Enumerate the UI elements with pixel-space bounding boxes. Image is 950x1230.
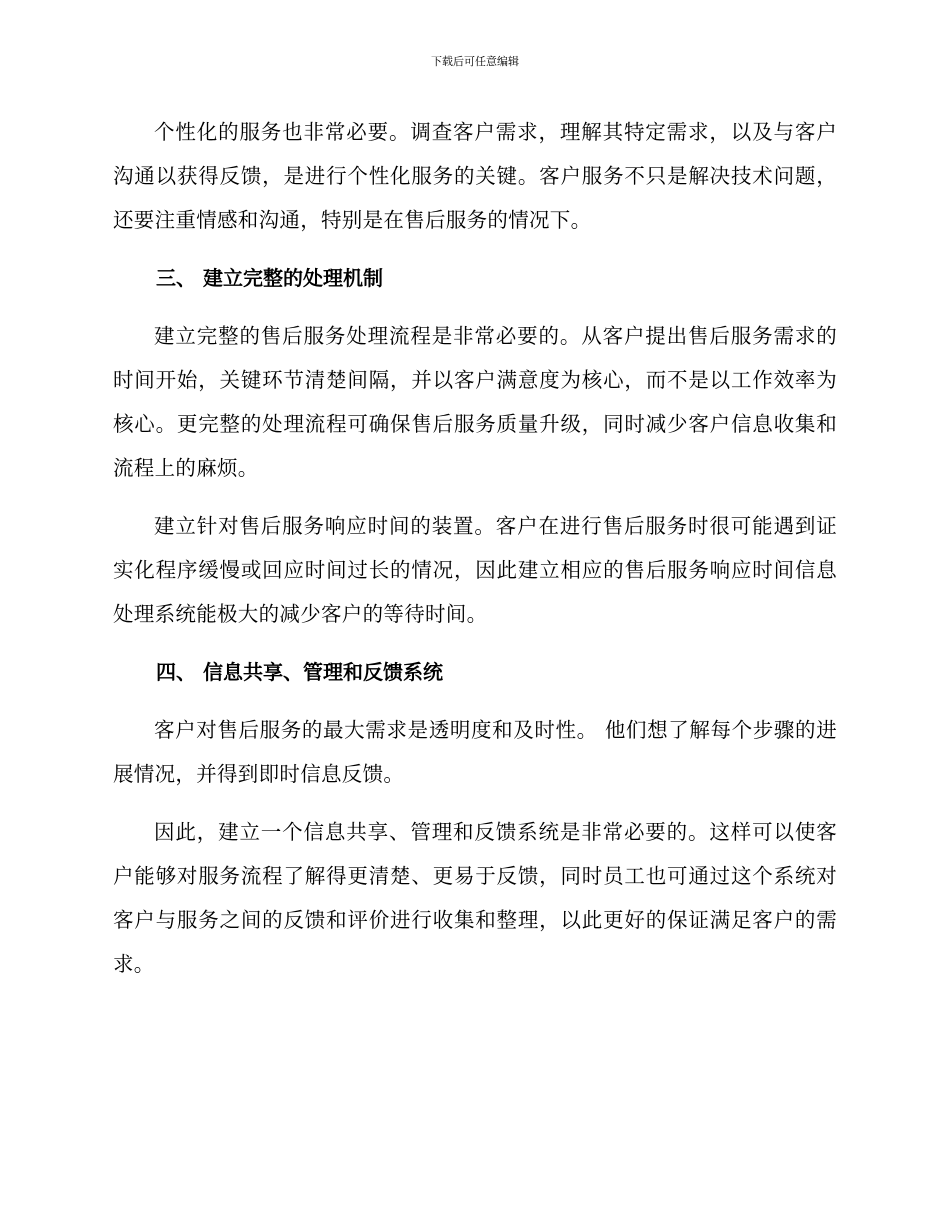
document-body xyxy=(113,110,837,986)
section-heading-3: 三、 建立完整的处理机制 xyxy=(156,266,383,290)
paragraph-response-time: 建立针对售后服务响应时间的装置。客户在进行售后服务时很可能遇到证实化程序缓慢或回应时间过长的情况，因此建立相应的售后服务响应时间信息处理系统能极大的减少客户的等待时间。 xyxy=(113,514,837,626)
page-header-note: 下载后可任意编辑 xyxy=(431,55,519,68)
paragraph-feedback-system: 因此，建立一个信息共享、管理和反馈系统是非常必要的。这样可以使客户能够对服务流程了解得更清楚、更易于反馈，同时员工也可通过这个系统对客户与服务之间的反馈和评价进行收集和整理，以此更好的保证满足客户的需求。 xyxy=(113,820,837,976)
section-heading-4: 四、 信息共享、管理和反馈系统 xyxy=(156,660,443,684)
paragraph-processing-flow: 建立完整的售后服务处理流程是非常必要的。从客户提出售后服务需求的时间开始，关键环节清楚间隔，并以客户满意度为核心，而不是以工作效率为核心。更完整的处理流程可确保售后服务质量升级，同时减少客户信息收集和流程上的麻烦。 xyxy=(113,324,837,480)
paragraph-personalized-service: 个性化的服务也非常必要。调查客户需求，理解其特定需求，以及与客户沟通以获得反馈，是进行个性化服务的关键。客户服务不只是解决技术问题，还要注重情感和沟通，特别是在售后服务的情况下。 xyxy=(113,120,837,232)
paragraph-transparency: 客户对售后服务的最大需求是透明度和及时性。 他们想了解每个步骤的进展情况，并得到即时信息反馈。 xyxy=(113,718,837,786)
